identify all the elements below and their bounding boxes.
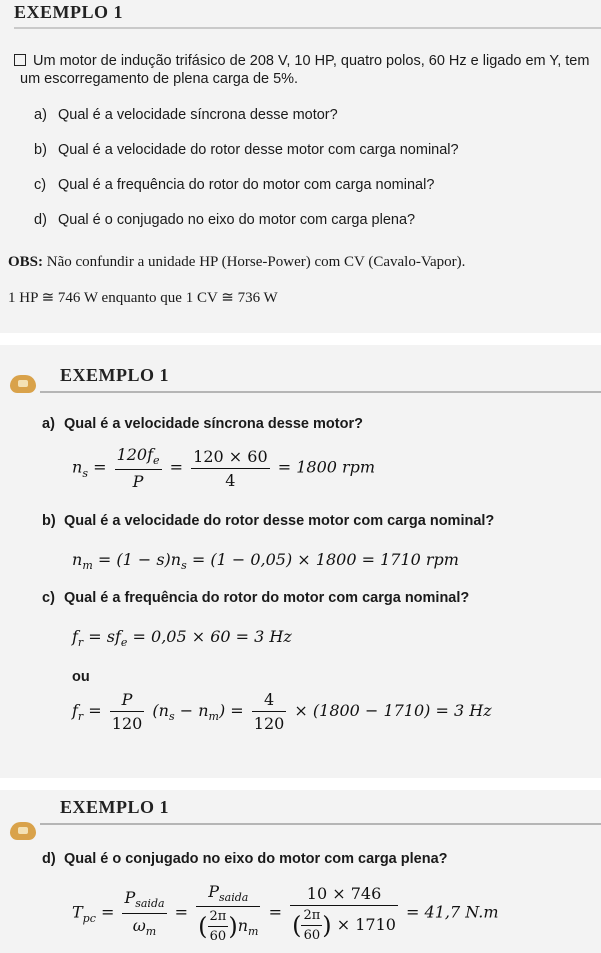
- title-rule: [40, 823, 601, 825]
- slide-badge-icon: [10, 822, 36, 840]
- question-b: b) Qual é a velocidade do rotor desse motor com carga nominal?: [34, 142, 459, 158]
- slide-title: EXEMPLO 1: [60, 365, 170, 385]
- equation-rotor-speed: $n_m = (1 - s)n_s = (1 - 0,05) \times 1800 = 1710$ rpm: [72, 550, 459, 573]
- question-a: a) Qual é a velocidade síncrona desse motor?: [34, 107, 338, 123]
- question-d: d) Qual é o conjugado no eixo do motor com carga plena?: [42, 851, 448, 867]
- slide-panel-2: [0, 345, 601, 778]
- fraction: 10 × 746 ( $\frac{2\pi}{60}$ ) × 1710: [292, 883, 396, 943]
- question-a: a) Qual é a velocidade síncrona desse motor?: [42, 416, 363, 432]
- problem-statement-line1: Um motor de indução trifásico de 208 V, 10 HP, quatro polos, 60 Hz e ligado em Y, tem: [14, 51, 589, 71]
- question-d: d) Qual é o conjugado no eixo do motor com carga plena?: [34, 212, 416, 228]
- slide-panel-1: [0, 0, 601, 333]
- slide-badge-icon: [10, 375, 36, 393]
- problem-statement-line2: um escorregamento de plena carga de 5%.: [20, 71, 299, 87]
- question-b: b) Qual é a velocidade do rotor desse motor com carga nominal?: [42, 513, 495, 529]
- question-c: c) Qual é a frequência do rotor do motor com carga nominal?: [42, 590, 470, 606]
- equation-rotor-frequency-1: $f_r = sf_e = 0,05 \times 60 = 3$ Hz: [72, 627, 292, 650]
- title-rule: [40, 391, 601, 393]
- or-text: ou: [72, 669, 90, 685]
- title-rule: [14, 27, 601, 29]
- slide-title: EXEMPLO 1: [60, 797, 170, 817]
- equation-shaft-torque: $T_{pc}$ = $\frac{P_{saida}}{\omega_m}$ = $P_{saida}$ ( $\frac{2\pi}{60}$ )$n_m$ = 10 × 746 ( $\frac{2\pi}{60}$ ) × 1710 = 41,7 N.m: [72, 882, 499, 945]
- slide-panel-3: [0, 790, 601, 953]
- fraction: $P_{saida}$ ( $\frac{2\pi}{60}$ )$n_m$: [198, 882, 259, 945]
- fraction: $\frac{120 \times 60}{4}$: [193, 446, 268, 490]
- fraction: $\frac{120f_e}{P}$: [116, 445, 160, 492]
- fraction: $\frac{4}{120}$: [253, 690, 285, 733]
- fraction: $\frac{P}{120}$: [111, 690, 143, 733]
- slide-title: EXEMPLO 1: [14, 2, 124, 22]
- equation-synchronous-speed: $n_s$ = $\frac{120f_e}{P}$ = $\frac{120 \times 60}{4}$ = 1800 rpm: [72, 445, 376, 492]
- fraction: $\frac{P_{saida}}{\omega_m}$: [124, 888, 165, 938]
- equation-rotor-frequency-2: $f_r$ = $\frac{P}{120}$ $(n_s - n_m)$ = $\frac{4}{120}$ × (1800 − 1710) = 3 Hz: [72, 690, 492, 733]
- obs-note: OBS: Não confundir a unidade HP (Horse-Power) com CV (Cavalo-Vapor).: [8, 254, 466, 270]
- question-c: c) Qual é a frequência do rotor do motor com carga nominal?: [34, 177, 435, 193]
- unit-conversion: 1 HP ≅ 746 W enquanto que 1 CV ≅ 736 W: [8, 290, 278, 306]
- checkbox-bullet-icon: [14, 54, 26, 66]
